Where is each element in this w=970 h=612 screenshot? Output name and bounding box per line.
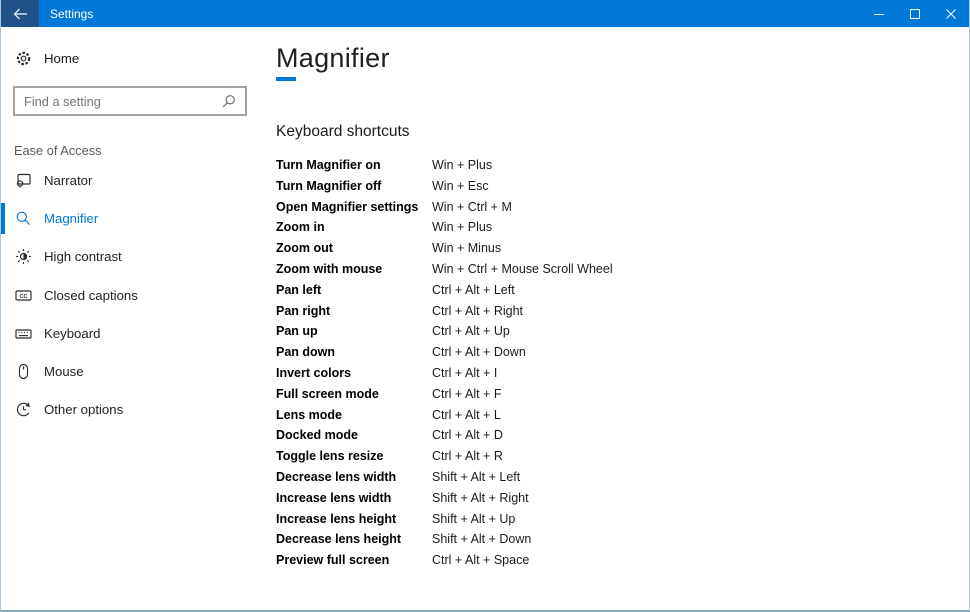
shortcut-row — [276, 217, 969, 238]
shortcut-keys: Win + Plus — [432, 220, 493, 235]
close-button[interactable] — [933, 0, 969, 27]
sidebar-item-magnifier[interactable] — [1, 199, 259, 237]
app-body — [1, 27, 969, 610]
back-button[interactable] — [1, 0, 39, 27]
shortcut-keys: Win + Esc — [432, 178, 489, 193]
search-icon — [220, 92, 238, 110]
shortcut-keys: Ctrl + Alt + I — [432, 365, 498, 380]
other-options-icon — [14, 401, 32, 419]
shortcut-row — [276, 321, 969, 342]
shortcut-keys: Ctrl + Alt + Up — [432, 324, 510, 339]
shortcut-action: Decrease lens height — [276, 532, 402, 547]
shortcut-keys: Ctrl + Alt + F — [432, 386, 502, 401]
shortcut-action: Full screen mode — [276, 386, 379, 401]
shortcut-row — [276, 363, 969, 384]
sidebar-item-label: Mouse — [44, 364, 84, 380]
search-input[interactable] — [24, 94, 220, 109]
section-heading: Keyboard shortcuts — [276, 123, 410, 140]
shortcut-action: Toggle lens resize — [276, 449, 384, 464]
page-title: Magnifier — [276, 43, 390, 73]
shortcut-keys: Ctrl + Alt + Down — [432, 345, 526, 360]
minimize-button[interactable] — [861, 0, 897, 27]
shortcut-action: Zoom with mouse — [276, 261, 383, 276]
shortcut-table — [276, 155, 969, 571]
main-content — [259, 27, 969, 610]
shortcut-row — [276, 550, 969, 571]
sidebar-item-label: Magnifier — [44, 210, 99, 226]
shortcut-action: Pan down — [276, 345, 336, 360]
sidebar-nav-list — [1, 161, 259, 429]
shortcut-action: Docked mode — [276, 428, 358, 443]
shortcut-action: Pan right — [276, 303, 331, 318]
shortcut-action: Turn Magnifier on — [276, 158, 381, 172]
gear-icon — [14, 49, 32, 67]
caption-buttons — [861, 0, 969, 27]
shortcut-row — [276, 384, 969, 405]
shortcut-keys: Ctrl + Alt + Space — [432, 553, 530, 568]
window-title: Settings — [50, 6, 94, 21]
shortcut-action: Invert colors — [276, 365, 352, 380]
sidebar-item-label: Narrator — [44, 172, 93, 188]
sidebar-item-home[interactable] — [1, 40, 259, 76]
shortcut-keys: Win + Ctrl + M — [432, 199, 512, 214]
shortcut-keys: Win + Ctrl + Mouse Scroll Wheel — [432, 261, 613, 276]
shortcut-row — [276, 176, 969, 197]
sidebar-section-header: Ease of Access — [14, 143, 102, 158]
maximize-button[interactable] — [897, 0, 933, 27]
maximize-icon — [910, 9, 920, 19]
shortcut-action: Pan left — [276, 282, 322, 297]
sidebar-item-label: High contrast — [44, 249, 122, 265]
shortcut-row — [276, 467, 969, 488]
selected-indicator — [1, 203, 5, 233]
shortcut-action: Lens mode — [276, 407, 342, 422]
shortcut-keys: Ctrl + Alt + R — [432, 449, 503, 464]
sidebar-item-closed-captions[interactable] — [1, 276, 259, 314]
sidebar — [1, 27, 259, 610]
high-contrast-icon — [14, 248, 32, 266]
svg-text:CC: CC — [18, 293, 28, 300]
shortcut-keys: Ctrl + Alt + D — [432, 428, 503, 443]
sidebar-item-label: Other options — [44, 402, 124, 418]
sidebar-item-label: Keyboard — [44, 325, 101, 341]
sidebar-item-high-contrast[interactable] — [1, 238, 259, 276]
titlebar — [1, 0, 969, 27]
shortcut-row — [276, 446, 969, 467]
shortcut-action: Pan up — [276, 324, 318, 339]
back-arrow-icon — [13, 8, 28, 20]
narrator-icon — [14, 171, 32, 189]
sidebar-item-narrator[interactable] — [1, 161, 259, 199]
keyboard-icon — [14, 324, 32, 342]
closed-captions-icon — [14, 286, 32, 304]
shortcut-keys: Shift + Alt + Up — [432, 511, 516, 526]
shortcut-row — [276, 425, 969, 446]
sidebar-item-label: Home — [44, 50, 80, 66]
shortcut-action: Increase lens height — [276, 511, 397, 526]
shortcut-row — [276, 529, 969, 550]
shortcut-keys: Shift + Alt + Left — [432, 469, 521, 484]
shortcut-action: Zoom in — [276, 220, 325, 235]
minimize-icon — [874, 9, 884, 19]
shortcut-keys: Ctrl + Alt + Left — [432, 282, 515, 297]
shortcut-row — [276, 405, 969, 426]
shortcut-row — [276, 197, 969, 218]
sidebar-item-label: Closed captions — [44, 287, 138, 303]
shortcut-keys: Shift + Alt + Right — [432, 490, 529, 505]
mouse-icon — [14, 363, 32, 381]
search-box — [13, 86, 247, 116]
shortcut-row — [276, 238, 969, 259]
accent-underline — [276, 77, 296, 81]
shortcut-action: Preview full screen — [276, 553, 390, 568]
shortcut-row — [276, 342, 969, 363]
shortcut-row — [276, 509, 969, 530]
shortcut-action: Zoom out — [276, 241, 333, 256]
shortcut-row — [276, 301, 969, 322]
shortcut-action: Increase lens width — [276, 490, 392, 505]
shortcut-row — [276, 259, 969, 280]
shortcut-keys: Shift + Alt + Down — [432, 532, 532, 547]
shortcut-keys: Ctrl + Alt + Right — [432, 303, 524, 318]
shortcut-row — [276, 488, 969, 509]
shortcut-keys: Ctrl + Alt + L — [432, 407, 501, 422]
close-icon — [946, 9, 956, 19]
shortcut-action: Open Magnifier settings — [276, 199, 419, 214]
shortcut-row — [276, 155, 969, 176]
sidebar-item-other-options[interactable] — [1, 391, 259, 429]
shortcut-row — [276, 280, 969, 301]
magnifier-icon — [14, 209, 32, 227]
shortcut-keys: Win + Plus — [432, 158, 493, 172]
shortcut-action: Decrease lens width — [276, 469, 397, 484]
sidebar-item-mouse[interactable] — [1, 352, 259, 390]
shortcut-keys: Win + Minus — [432, 241, 502, 256]
shortcut-action: Turn Magnifier off — [276, 178, 382, 193]
sidebar-item-keyboard[interactable] — [1, 314, 259, 352]
